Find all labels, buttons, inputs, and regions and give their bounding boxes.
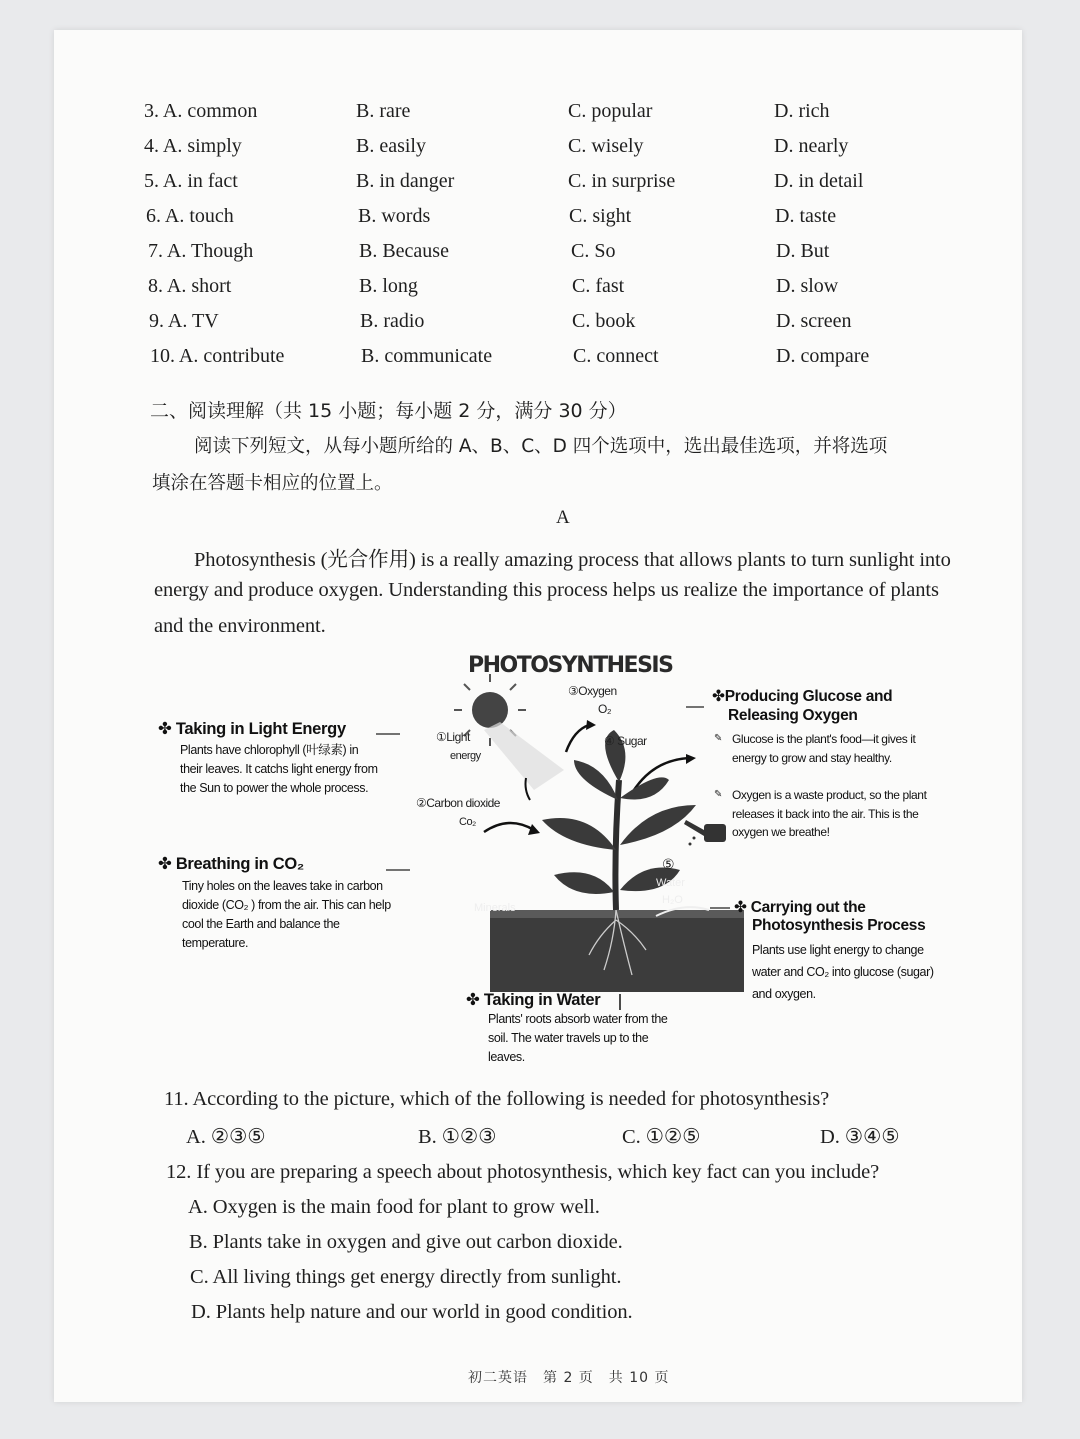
instruction-line-2: 填涂在答题卡相应的位置上。 [152,473,393,494]
option-row-6-d: D. taste [775,205,837,227]
q11-option-b: B. ①②③ [418,1126,497,1148]
q12-stem: 12. If you are preparing a speech about photosynthesis, which key fact can you include? [166,1161,880,1183]
option-row-5-c: C. in surprise [568,170,676,192]
q12-option-d: D. Plants help nature and our world in good condition. [191,1301,633,1323]
page-footer: 初二英语 第 2 页 共 10 页 [468,1370,670,1386]
option-row-9-c: C. book [572,310,636,332]
label-co2-formula: Co₂ [459,816,476,828]
leaf-bullet-icon: ✎ [714,789,723,800]
glucose-section-title-2: Releasing Oxygen [728,707,858,724]
option-row-4-a: 4. A. simply [144,135,242,157]
option-row-5-b: B. in danger [356,170,455,192]
option-row-7-a: 7. A. Though [148,240,254,262]
option-row-4-d: D. nearly [774,135,849,157]
option-row-9-b: B. radio [360,310,425,332]
label-water-number: ⑤ [662,856,675,872]
option-row-10-d: D. compare [776,345,870,367]
q12-option-c: C. All living things get energy directly from sunlight. [190,1266,622,1288]
label-water: Water [656,877,685,889]
process-section-title-2: Photosynthesis Process [752,917,926,934]
q12-option-b: B. Plants take in oxygen and give out carbon dioxide. [189,1231,623,1253]
flower-bullet-icon: ✤ [158,855,176,873]
option-row-8-c: C. fast [572,275,625,297]
option-row-8-b: B. long [359,275,418,297]
option-row-8-a: 8. A. short [148,275,232,297]
water-section-title: ✤ Taking in Water [466,991,601,1009]
label-h2o: H₂O [662,894,683,906]
figure-title: PHOTOSYNTHESIS [468,653,673,678]
glucose-bullet-1: Glucose is the plant's food—it gives it energy to grow and stay healthy. [732,732,916,765]
option-row-4-b: B. easily [356,135,426,157]
option-row-3-d: D. rich [774,100,830,122]
q11-option-c: C. ①②⑤ [622,1126,701,1148]
option-row-5-a: 5. A. in fact [144,170,238,192]
q11-stem: 11. According to the picture, which of the following is needed for photosynthesis? [164,1088,830,1110]
label-minerals: Minerals [474,902,516,914]
option-row-10-b: B. communicate [361,345,493,367]
q11-option-d: D. ③④⑤ [820,1126,900,1148]
label-co2: ②Carbon dioxide [416,796,500,810]
light-section-body: Plants have chlorophyll (叶绿素) in their leaves. It catchs light energy from the Sun to power the whole process. [180,743,378,795]
option-row-6-a: 6. A. touch [146,205,234,227]
option-row-6-b: B. words [358,205,431,227]
option-row-10-a: 10. A. contribute [150,345,285,367]
section-heading: 二、阅读理解（共 15 小题；每小题 2 分，满分 30 分） [150,400,627,422]
passage-line-3: and the environment. [154,615,326,637]
co2-section-body: Tiny holes on the leaves take in carbon dioxide (CO₂ ) from the air. This can help cool the Earth and balance the temperature. [182,879,391,950]
q11-option-a: A. ②③⑤ [186,1126,266,1148]
passage-label: A [556,507,570,528]
option-row-3-a: 3. A. common [144,100,258,122]
option-row-8-d: D. slow [776,275,839,297]
co2-section-title: ✤ Breathing in CO₂ [158,855,304,873]
option-row-7-c: C. So [571,240,616,262]
label-sugar: ④ Sugar [604,734,647,748]
option-row-5-d: D. in detail [774,170,864,192]
glucose-bullet-2: Oxygen is a waste product, so the plant releases it back into the air. This is the oxygen we breathe! [732,788,927,839]
option-row-3-b: B. rare [356,100,411,122]
process-section-title-1: ✤ Carrying out the [734,899,866,916]
flower-bullet-icon: ✤ [734,899,751,916]
label-light-energy: energy [450,750,481,762]
label-oxygen: ③Oxygen [568,684,617,698]
instruction-line-1: 阅读下列短文，从每小题所给的 A、B、C、D 四个选项中，选出最佳选项，并将选项 [194,436,888,457]
flower-bullet-icon: ✤ [466,991,484,1009]
option-row-6-c: C. sight [569,205,632,227]
leaf-bullet-icon: ✎ [714,733,723,744]
option-row-9-a: 9. A. TV [149,310,219,332]
option-row-3-c: C. popular [568,100,653,122]
flower-bullet-icon: ✤ [712,688,725,705]
passage-line-2: energy and produce oxygen. Understanding this process helps us realize the importance of plants [154,579,939,601]
water-section-body: Plants' roots absorb water from the soil. The water travels up to the leaves. [488,1012,668,1064]
option-row-7-d: D. But [776,240,830,262]
light-section-title: ✤ Taking in Light Energy [158,720,346,738]
label-o2: O₂ [598,702,611,716]
option-row-4-c: C. wisely [568,135,644,157]
option-row-10-c: C. connect [573,345,659,367]
q12-option-a: A. Oxygen is the main food for plant to grow well. [188,1196,600,1218]
exam-page [54,30,1022,1402]
passage-line-1: Photosynthesis (光合作用) is a really amazing process that allows plants to turn sunlight into [194,549,951,571]
label-light: ①Light [436,730,470,744]
glucose-section-title-1: ✤Producing Glucose and [712,688,893,705]
option-row-7-b: B. Because [359,240,449,262]
option-row-9-d: D. screen [776,310,852,332]
flower-bullet-icon: ✤ [158,720,176,738]
process-section-body: Plants use light energy to change water and CO₂ into glucose (sugar) and oxygen. [752,943,934,1001]
